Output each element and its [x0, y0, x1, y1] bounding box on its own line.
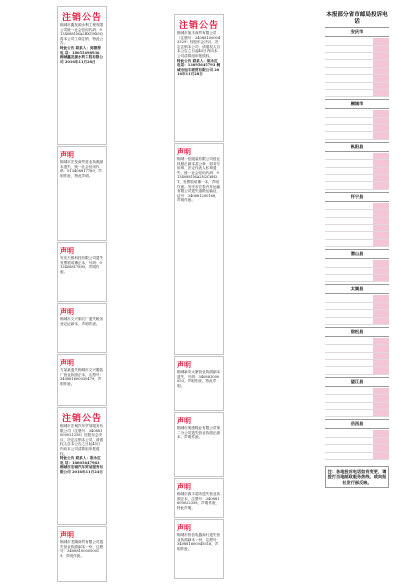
hotline-row: [325, 125, 389, 132]
hotline-row: [325, 430, 389, 437]
hotline-row: [325, 338, 389, 345]
cancellation-notice: [57, 407, 107, 525]
hotline-row: [325, 403, 389, 410]
hotline-row: [325, 210, 389, 217]
hotline-row: [325, 388, 389, 395]
statement: [57, 242, 107, 302]
hotline-row: [325, 345, 389, 352]
hotline-row: [325, 175, 389, 182]
city-section-title: 桐城市: [325, 99, 389, 109]
hotline-row: [325, 438, 389, 445]
hotline-row: [325, 445, 389, 452]
statement-heading: 声明: [177, 147, 191, 156]
city-section: [325, 27, 389, 97]
statement-heading: 声明: [60, 150, 74, 159]
statement-heading: 声明: [177, 523, 191, 532]
city-section-title: 枞阳县: [325, 142, 389, 152]
city-section: [325, 192, 389, 247]
notice-heading: 注销公告: [61, 13, 102, 23]
hotline-row: [325, 303, 389, 310]
hotline-row: [325, 275, 389, 282]
notice-signature: 特此公告 联系人：郭德帮 电 话：18055498936 桐城鑫发源水利工程有限公司 2016年11月28日: [60, 45, 104, 64]
statement: [174, 143, 224, 355]
city-section-title: 太湖县: [325, 284, 389, 294]
hotline-row: [325, 310, 389, 317]
hotline-row: [325, 360, 389, 367]
statement-body: 桐城市奥康鞋业有限公司第二分公司遗失营业执照正副本，声明作废。: [177, 426, 221, 440]
hotline-row: [325, 367, 389, 374]
cancellation-notice: [57, 6, 107, 145]
notice-signature: 特此公告 联系人：陈永红 电话：13695645793 桐城市旭丰商贸有限公司 2016年11月28日: [177, 58, 221, 77]
statement: [174, 478, 224, 518]
hotline-row: [325, 90, 389, 97]
hotline-row: [325, 268, 389, 275]
city-section-title: 望江县: [325, 377, 389, 387]
city-section: [325, 419, 389, 460]
statement-heading: 声明: [60, 530, 74, 539]
notice-heading: 注销公告: [178, 21, 219, 31]
hotline-row: [325, 75, 389, 82]
hotline-row: [325, 218, 389, 225]
hotline-row: [325, 38, 389, 45]
city-section-title: 潜山县: [325, 249, 389, 259]
notice-signature: 特此公告 联系人：陈永红 电 话：18605647983 桐城市宏城汽车贸易服务有限公司 2016年11月24日: [60, 456, 104, 474]
statement-body: 安庆天都科技有限公司遗失发票领用簿正本，号码：913408817895，声明作废。: [60, 256, 104, 274]
statement: [174, 356, 224, 411]
hotline-row: [325, 110, 389, 117]
hotline-row: [325, 240, 389, 247]
statement-heading: 声明: [177, 482, 191, 491]
panel-footnote: 注：各地投诉电话如有变更，请拨打当地邮政服务热线，或向报社发行部反映。: [325, 466, 389, 488]
hotline-row: [325, 132, 389, 139]
hotline-row: [325, 168, 389, 175]
statement-body: 桐城一佳服装有限公司营业执照正副本及公章、财务专用章、法定代表人私章遗失，统一社会信用代码：91340881MA2N2C6H2T，发票领用簿一本，声明作废。安庆市宏泰汽车运输有限公司遗失道路运输证，证号：340881200168，声明作废。: [177, 157, 221, 203]
panel-title: 本报部分省市邮局投诉电话: [326, 12, 388, 25]
hotline-row: [325, 46, 389, 53]
hotline-row: [325, 353, 389, 360]
statement-body: 桐城市文兴制衣厂遗失税务登记证副本，声明作废。: [60, 317, 104, 326]
statement-body: 桐城市恒信电器商行遗失营业执照副本一份，注册号：340881600049316，声明作废。: [177, 533, 221, 551]
hotline-row: [325, 182, 389, 189]
city-section-title: 怀宁县: [325, 192, 389, 202]
statement-heading: 声明: [60, 246, 74, 255]
statement-heading: 声明: [177, 416, 191, 425]
city-section: [325, 377, 389, 418]
cancellation-notice: [174, 14, 224, 142]
notice-body: 桐城市鑫发源水利工程有限公司统一社会信用代码：91340881MA2RXG9X0Q将本公司工商注销，特此公告。: [60, 23, 104, 46]
city-section: [325, 327, 389, 375]
hotline-row: [325, 410, 389, 417]
city-section: [325, 284, 389, 325]
statement-heading: 声明: [60, 358, 74, 367]
statement: [174, 412, 224, 477]
city-section: [325, 142, 389, 190]
statement-body: 桐城市宏发商贸营业执照副本遗失，统一社会信用代码：913408817789，声明作废，特此声明。: [60, 160, 104, 178]
hotline-row: [325, 118, 389, 125]
statement-body: 桐城市龙腾商贸有限公司遗失营业执照副本一份，注册号：340881000050019，声明作废。: [60, 540, 104, 558]
hotline-row: [325, 53, 389, 60]
statement: [174, 519, 224, 579]
hotline-row: [325, 225, 389, 232]
statement-body: 桐城市源丰超市遗失营业执照正本，注册号：340881600022358，声明作废，特此声明。: [177, 492, 221, 510]
hotline-row: [325, 395, 389, 402]
complaint-hotline-panel: [325, 12, 389, 586]
city-section-title: 岳西县: [325, 419, 389, 429]
hotline-row: [325, 68, 389, 75]
city-section: [325, 249, 389, 282]
notice-heading: 注销公告: [61, 414, 102, 424]
notice-body: 桐城市旭丰商贸有限公司（注册号：340881000043329）经股东会决议，决定注销本公司，请债权人自本公告之日起45日内向本公司清算组申报债权。: [177, 31, 221, 58]
statement: [57, 146, 107, 241]
city-section: [325, 99, 389, 140]
panel-sections: [325, 27, 389, 460]
city-section-title: 安庆市: [325, 27, 389, 37]
statement-heading: 声明: [177, 360, 191, 369]
statement: [57, 303, 107, 353]
statement-body: 桐城新安大厦营业执照副本遗失，号码：340881000053，声明作废，特此声明。: [177, 370, 221, 388]
hotline-row: [325, 60, 389, 67]
statement: [57, 354, 107, 406]
notice-body: 桐城市宏城汽车贸易服务有限公司（注册号：340881000021258）经股东会决议，决定注销本公司，请债权人自本公告之日起45日内向本公司清算组申报债权。: [60, 424, 104, 456]
hotline-row: [325, 203, 389, 210]
hotline-row: [325, 153, 389, 160]
hotline-row: [325, 160, 389, 167]
statement: [57, 526, 107, 582]
hotline-row: [325, 295, 389, 302]
hotline-row: [325, 83, 389, 90]
statement-body: 方某某遗失桐城市文兴服装厂营业执照正本，注册号：340881600030479，声明作废。: [60, 368, 104, 386]
hotline-row: [325, 453, 389, 460]
hotline-row: [325, 260, 389, 267]
hotline-row: [325, 318, 389, 325]
statement-heading: 声明: [60, 307, 74, 316]
city-section-title: 宿松县: [325, 327, 389, 337]
hotline-row: [325, 232, 389, 239]
